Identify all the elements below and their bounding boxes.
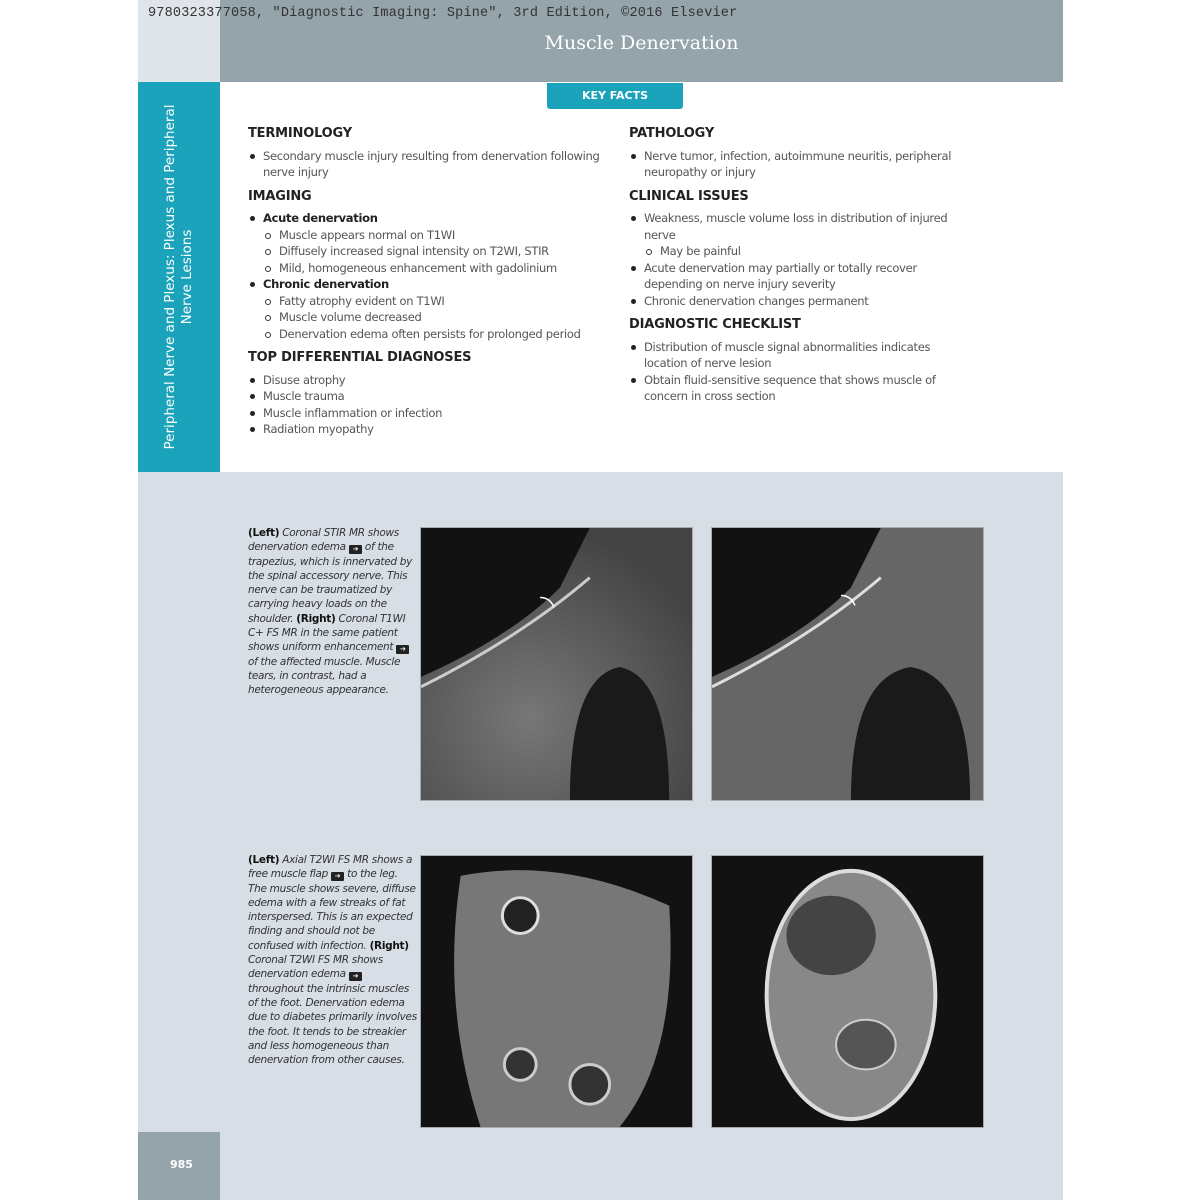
key-facts-right-column	[629, 126, 969, 405]
figure-caption	[248, 853, 418, 1067]
section-heading: TOP DIFFERENTIAL DIAGNOSES	[248, 350, 472, 365]
caption-label: (Right)	[296, 612, 336, 625]
caption-text: of the affected muscle. Muscle tears, in contrast, had a heterogeneous appearance.	[248, 655, 401, 697]
list-subitem: Muscle appears normal on T1WI	[248, 227, 608, 244]
arrow-marker-icon: ➔	[331, 872, 344, 881]
caption-text: Coronal STIR MR shows denervation edema	[248, 527, 399, 554]
section-heading: TERMINOLOGY	[248, 126, 352, 141]
side-tab-line: Nerve Lesions	[179, 229, 195, 325]
mri-image-coronal-t1-c-fs	[711, 527, 984, 801]
list-item: Nerve tumor, infection, autoimmune neuritis, peripheral neuropathy or injury	[629, 148, 969, 181]
mri-image-coronal-t2-fs-foot	[711, 855, 984, 1128]
caption-text: Coronal T2WI FS MR shows denervation edema	[248, 954, 383, 981]
caption-label: (Left)	[248, 527, 280, 539]
list-item: Disuse atrophy	[248, 372, 608, 389]
list-item: Obtain fluid-sensitive sequence that shows muscle of concern in cross section	[629, 372, 969, 405]
list-subitem: Muscle volume decreased	[248, 309, 608, 326]
list-subitem: Mild, homogeneous enhancement with gadolinium	[248, 260, 608, 277]
list-item: Secondary muscle injury resulting from denervation following nerve injury	[248, 148, 608, 181]
caption-text: throughout the intrinsic muscles of the foot. Denervation edema due to diabetes primarily involves the foot. It tends to be streakier and less homogeneous than denervation from other causes.	[248, 982, 417, 1067]
list-item: Chronic denervation changes permanent	[629, 293, 969, 310]
list-item: Muscle trauma	[248, 388, 608, 405]
source-line: 9780323377058, "Diagnostic Imaging: Spine", 3rd Edition, ©2016 Elsevier	[148, 6, 738, 21]
caption-text: of the trapezius, which is innervated by the spinal accessory nerve. This nerve can be traumatized by carrying heavy loads on the shoulder.	[248, 541, 413, 625]
mri-image-axial-t2-fs-leg	[420, 855, 693, 1128]
figure-caption	[248, 526, 418, 698]
section-side-tab	[138, 82, 220, 472]
list-subitem: Diffusely increased signal intensity on T2WI, STIR	[248, 243, 608, 260]
section-heading: DIAGNOSTIC CHECKLIST	[629, 317, 801, 332]
list-item: Acute denervation may partially or totally recover depending on nerve injury severity	[629, 260, 969, 293]
page-title: Muscle Denervation	[544, 32, 739, 54]
key-facts-left-column	[248, 126, 608, 438]
caption-label: (Left)	[248, 854, 280, 866]
list-item: Weakness, muscle volume loss in distribution of injured nerve	[629, 210, 969, 243]
section-heading: IMAGING	[248, 188, 312, 204]
mri-image-coronal-stir	[420, 527, 693, 801]
section-heading: PATHOLOGY	[629, 126, 715, 141]
caption-text: Axial T2WI FS MR shows a free muscle flap	[248, 854, 413, 881]
side-tab-line: Peripheral Nerve and Plexus: Plexus and Peripheral	[162, 104, 178, 450]
caption-text: Coronal T1WI C+ FS MR in the same patient shows uniform enhancement	[248, 612, 406, 654]
list-item: Muscle inflammation or infection	[248, 405, 608, 422]
page-number: 985	[138, 1132, 220, 1200]
caption-text: to the leg. The muscle shows severe, diffuse edema with a few streaks of fat interspersed. This is an expected finding and should not be confused with infection.	[248, 868, 416, 952]
arrow-marker-icon: ➔	[349, 545, 362, 554]
list-subitem: May be painful	[629, 243, 969, 260]
list-item: Radiation myopathy	[248, 421, 608, 438]
list-item: Chronic denervation	[248, 276, 608, 293]
caption-label: (Right)	[369, 939, 409, 952]
section-heading: CLINICAL ISSUES	[629, 188, 749, 204]
arrow-marker-icon: ➔	[349, 972, 362, 981]
list-item: Acute denervation	[248, 210, 608, 227]
list-subitem: Fatty atrophy evident on T1WI	[248, 293, 608, 310]
arrow-marker-icon: ➔	[396, 645, 409, 654]
list-subitem: Denervation edema often persists for prolonged period	[248, 326, 608, 343]
key-facts-label: KEY FACTS	[547, 83, 683, 109]
list-item: Distribution of muscle signal abnormalities indicates location of nerve lesion	[629, 339, 969, 372]
